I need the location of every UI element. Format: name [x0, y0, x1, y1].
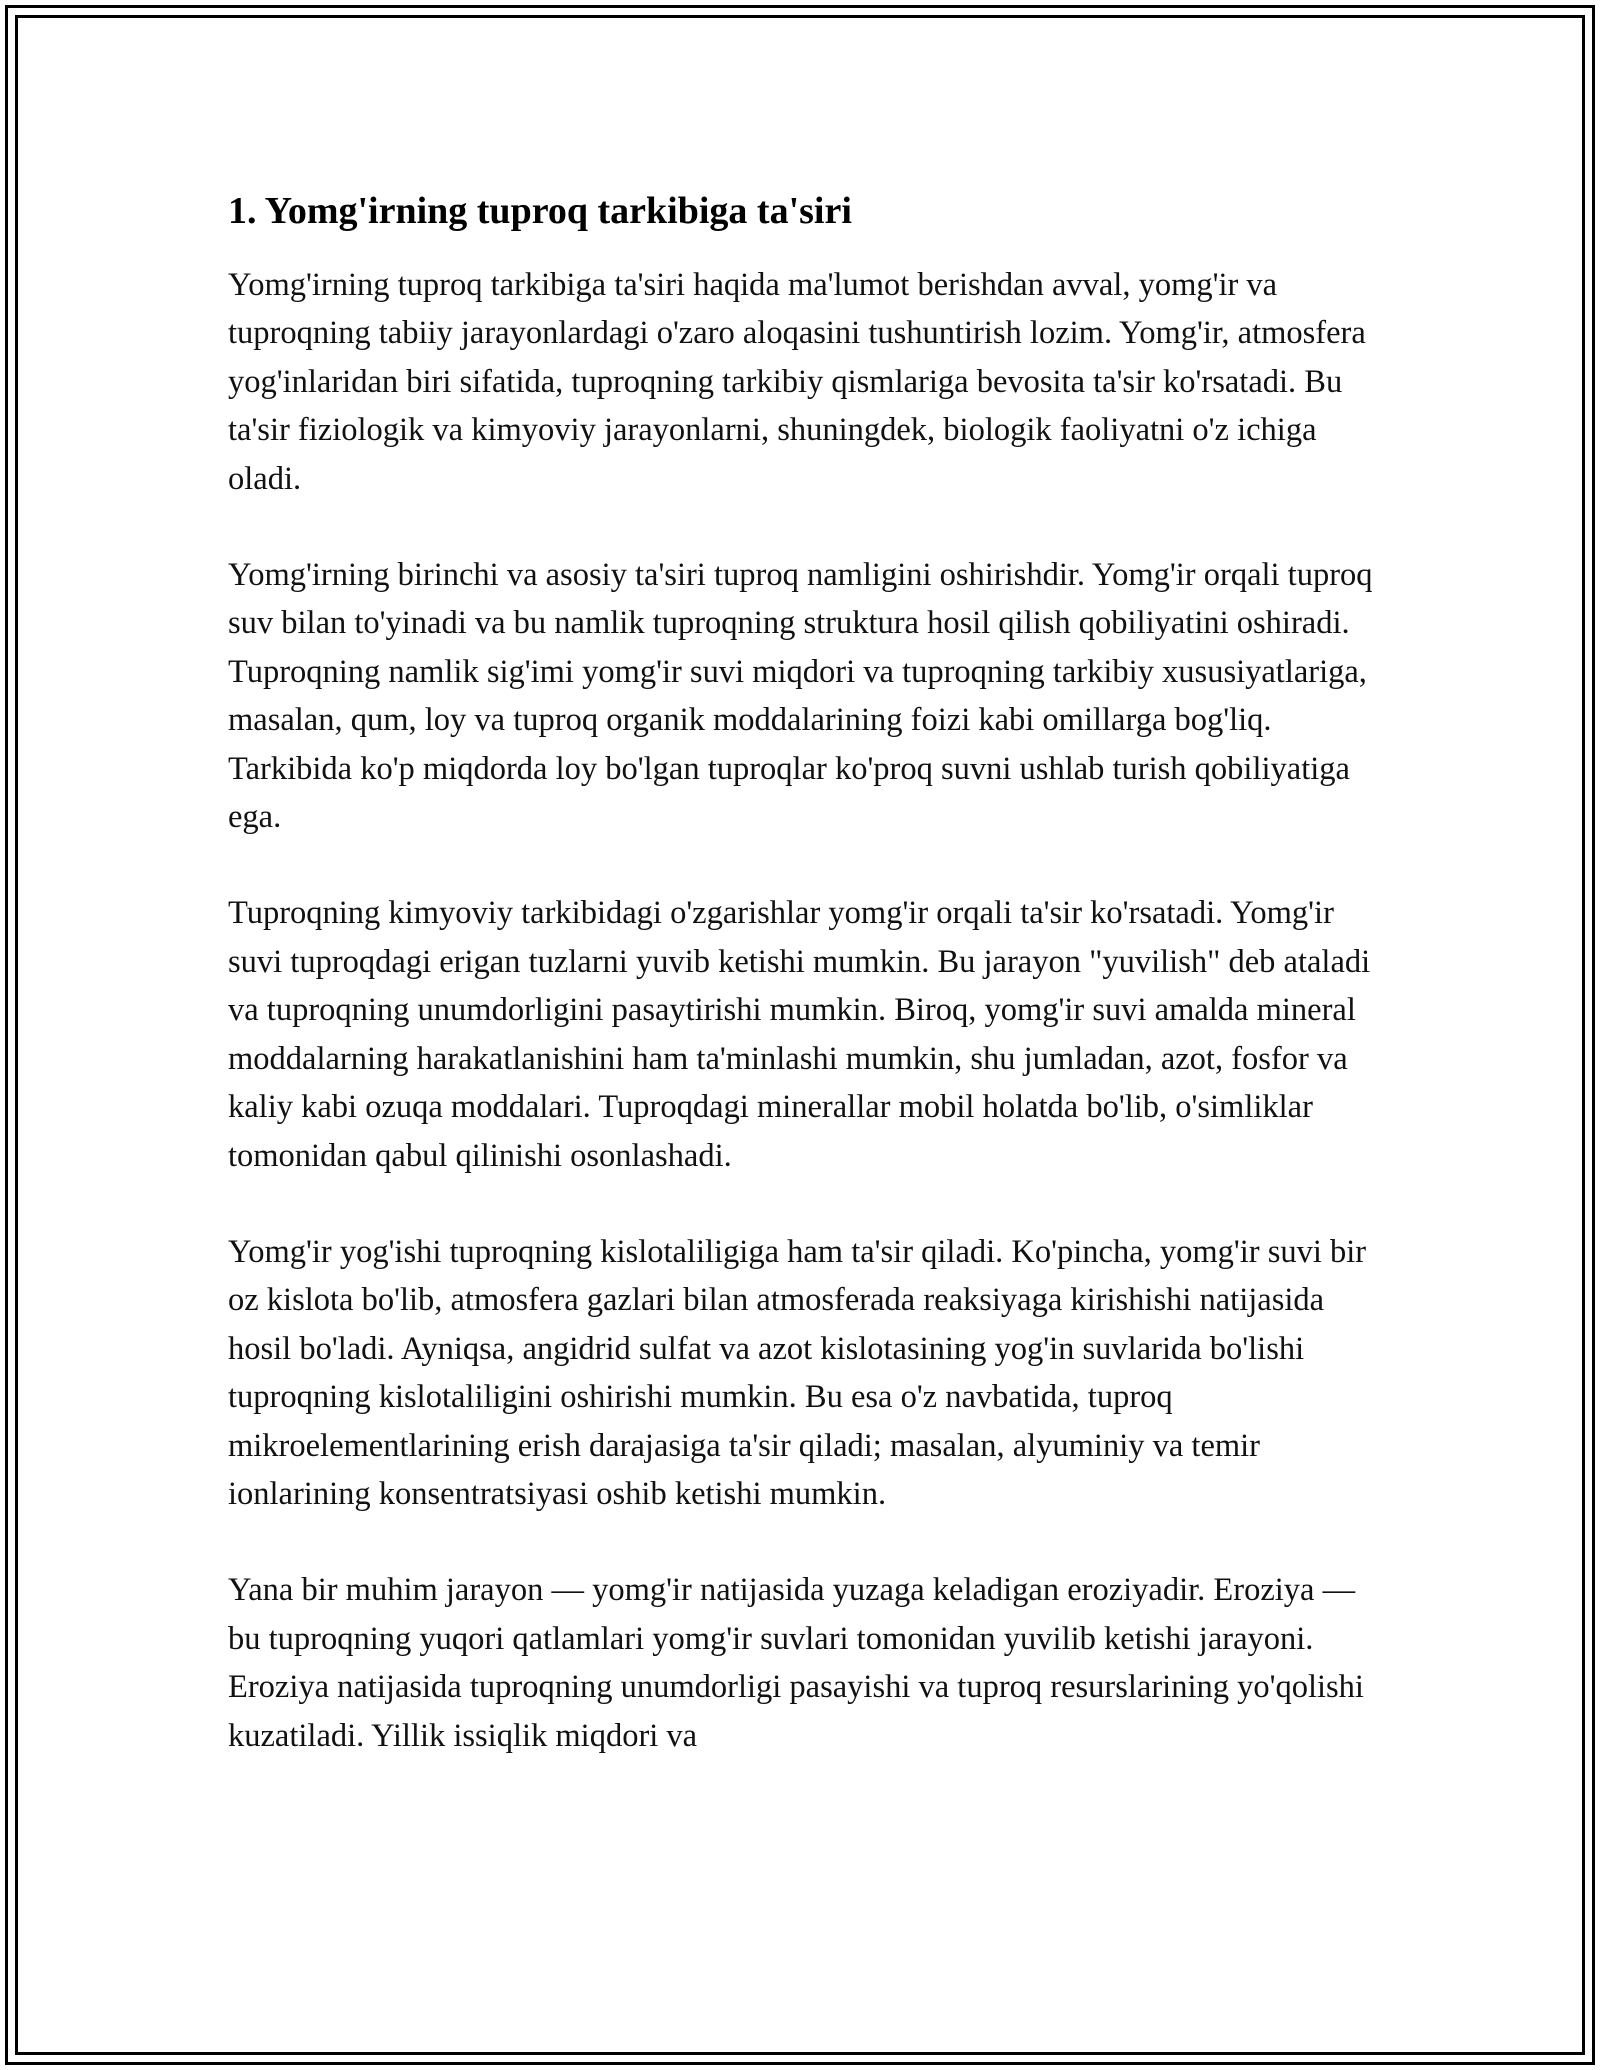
paragraph-4: Yomg'ir yog'ishi tuproqning kislotaliligiga ham ta'sir qiladi. Ko'pincha, yomg'ir suvi bir oz kislota bo'lib, atmosfera gazlari bilan atmosferada reaksiyaga kirishishi natijasida hosil bo'ladi. Ayniqsa, angidrid sulfat va azot kislotasining yog'in suvlarida bo'lishi tuproqning kislotaliligini oshirishi mumkin. Bu esa o'z navbatida, tuproq mikroelementlarining erish darajasiga ta'sir qiladi; masalan, alyuminiy va temir ionlarining konsentratsiyasi oshib ketishi mumkin.: [228, 1233, 1367, 1512]
paragraph-5: Yana bir muhim jarayon — yomg'ir natijasida yuzaga keladigan eroziyadir. Eroziya — bu tuproqning yuqori qatlamlari yomg'ir suvlari tomonidan yuvilib ketishi jarayoni. Eroziya natijasida tuproqning unumdorligi pasayishi va tuproq resurslarining yo'qolishi kuzatiladi. Yillik issiqlik miqdori va: [228, 1572, 1364, 1754]
paragraph-2: Yomg'irning birinchi va asosiy ta'siri tuproq namligini oshirishdir. Yomg'ir orqali tuproq suv bilan to'yinadi va bu namlik tuproqning struktura hosil qilish qobiliyatini oshiradi. Tuproqning namlik sig'imi yomg'ir suvi miqdori va tuproqning tarkibiy xususiyatlariga, masalan, qum, loy va tuproq organik moddalarining foizi kabi omillarga bog'liq. Tarkibida ko'p miqdorda loy bo'lgan tuproqlar ko'proq suvni ushlab turish qobiliyatiga ega.: [228, 557, 1373, 836]
paragraph-3: Tuproqning kimyoviy tarkibidagi o'zgarishlar yomg'ir orqali ta'sir ko'rsatadi. Yomg'ir suvi tuproqdagi erigan tuzlarni yuvib ketishi mumkin. Bu jarayon "yuvilish" deb ataladi va tuproqning unumdorligini pasaytirishi mumkin. Biroq, yomg'ir suvi amalda mineral moddalarning harakatlanishini ham ta'minlashi mumkin, shu jumladan, azot, fosfor va kaliy kabi ozuqa moddalari. Tuproqdagi minerallar mobil holatda bo'lib, o'simliklar tomonidan qabul qilinishi osonlashadi.: [228, 895, 1371, 1174]
section-heading: 1. Yomg'irning tuproq tarkibiga ta'siri: [228, 190, 852, 232]
document-body: [228, 185, 1373, 1808]
paragraph-1: Yomg'irning tuproq tarkibiga ta'siri haqida ma'lumot berishdan avval, yomg'ir va tuproqning tabiiy jarayonlardagi o'zaro aloqasini tushuntirish lozim. Yomg'ir, atmosfera yog'inlaridan biri sifatida, tuproqning tarkibiy qismlariga bevosita ta'sir ko'rsatadi. Bu ta'sir fiziologik va kimyoviy jarayonlarni, shuningdek, biologik faoliyatni o'z ichiga oladi.: [228, 267, 1366, 497]
